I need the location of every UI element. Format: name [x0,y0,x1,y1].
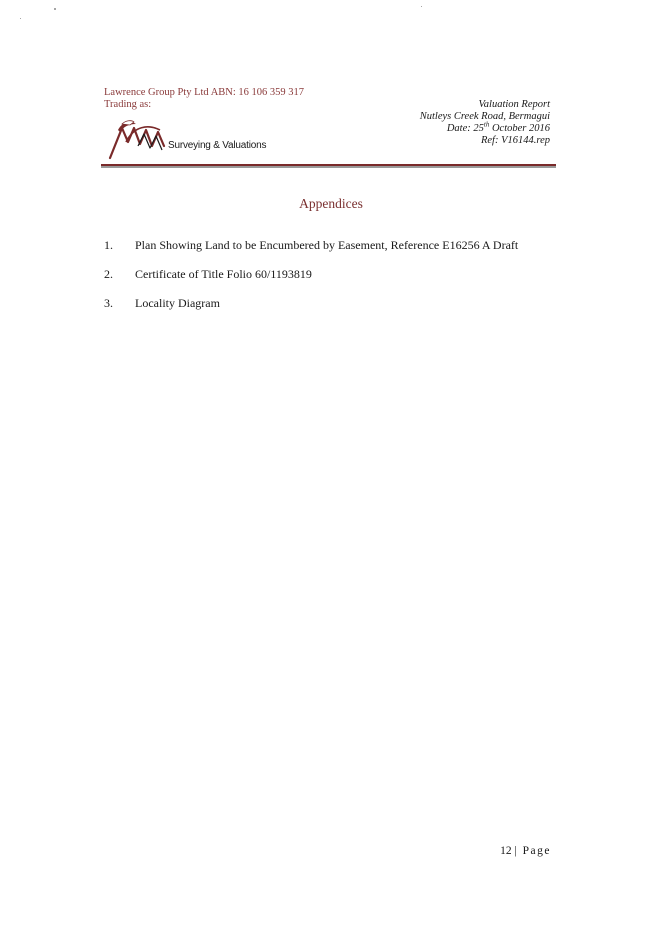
property-address: Nutleys Creek Road, Bermagui [419,111,550,122]
scan-speck [54,8,56,10]
report-date-prefix: Date: 25 [446,123,484,134]
logo-graphic [108,116,283,160]
list-item-text: Certificate of Title Folio 60/1193819 [135,267,312,281]
company-name-line: Lawrence Group Pty Ltd ABN: 16 106 359 317 [104,87,305,98]
page-footer [500,845,551,857]
page-number: 12 [500,845,512,857]
report-date [420,120,550,135]
logo-tagline: Surveying & Valuations [168,140,267,151]
list-item-number: 2. [104,267,113,281]
report-date-ordinal: th [483,120,490,129]
page-title: Appendices [299,196,363,211]
company-block [104,87,304,111]
report-info-block [420,99,550,147]
report-ref: Ref: V16144.rep [480,135,550,146]
trading-as-line: Trading as: [104,99,152,110]
list-item-number: 1. [104,238,113,252]
scan-speck [20,18,21,19]
scan-speck [421,6,422,7]
list-item-text: Locality Diagram [135,296,220,310]
footer-separator: | [514,845,517,857]
list-item-number: 3. [104,296,113,310]
nrw-logo-icon [108,116,283,160]
list-item-text: Plan Showing Land to be Encumbered by Easement, Reference E16256 A Draft [135,238,519,252]
report-title: Valuation Report [478,99,550,110]
header-rule-secondary [101,166,556,168]
footer-page-word: Page [522,845,551,857]
report-date-suffix: October 2016 [489,123,550,134]
